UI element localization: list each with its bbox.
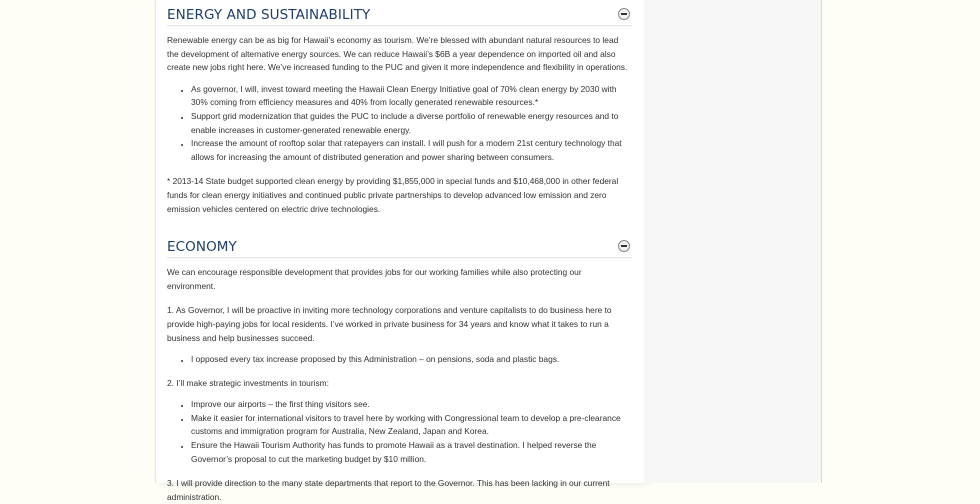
energy-collapse-button[interactable] xyxy=(618,8,630,20)
energy-section-title: ENERGY AND SUSTAINABILITY xyxy=(167,7,371,23)
minus-icon xyxy=(621,13,627,15)
list-item: • I opposed every tax increase proposed by this Administration – on pensions, soda and plastic bags. xyxy=(191,353,632,367)
economy-intro: We can encourage responsible development that provides jobs for our working families while also protecting our environment. xyxy=(167,267,582,291)
energy-section-header[interactable] xyxy=(167,0,632,26)
content-panel xyxy=(155,0,644,502)
list-item: • Support grid modernization that guides the PUC to include a diverse portfolio of renewable energy resources and to enable increases in customer-generated renewable energy. xyxy=(191,110,632,137)
energy-bullet-list xyxy=(167,83,632,165)
economy-section-title: ECONOMY xyxy=(167,239,237,256)
list-item: • Make it easier for international visitors to travel here by working with Congressional team to develop a pre-clearance customs and immigration program for Australia, New Zealand, Japan and Korea. xyxy=(191,412,632,439)
economy-point-2-list xyxy=(167,398,632,466)
list-item: • Ensure the Hawaii Tourism Authority has funds to promote Hawaii as a travel destination. I helped reverse the Governor’s proposal to cut the marketing budget by $10 million. xyxy=(191,439,632,466)
list-item: • As governor, I will, invest toward meeting the Hawaii Clean Energy Initiative goal of 70% clean energy by 2030 with 30% coming from efficiency measures and 40% from locally generated renewable resources.* xyxy=(191,83,632,110)
economy-collapse-button[interactable] xyxy=(618,240,630,252)
sidebar xyxy=(644,0,822,483)
list-item: • Improve our airports – the first thing visitors see. xyxy=(191,398,632,412)
economy-section-header[interactable] xyxy=(167,232,632,258)
list-item: • Increase the amount of rooftop solar that ratepayers can install. I will push for a modern 21st century technology that allows for increasing the amount of distributed generation and power sharing between consumers. xyxy=(191,137,632,164)
economy-point-3: 3. I will provide direction to the many state departments that report to the Governor. This has been lacking in our current administration. xyxy=(167,478,610,502)
minus-icon xyxy=(621,245,627,247)
energy-footnote: * 2013-14 State budget supported clean energy by providing $1,855,000 in special funds and $10,468,000 in other federal funds for clean energy initiatives and continued public private partnerships to develop advanced low emission and zero emission vehicles centered on electric drive technologies. xyxy=(167,176,619,214)
economy-point-2: 2. I’ll make strategic investments in tourism: xyxy=(167,377,329,388)
economy-point-1: 1. As Governor, I will be proactive in inviting more technology corporations and venture capitalists to do business here to provide high-paying jobs for local residents. I’ve worked in private business for 34 years and know what it takes to run a business and help businesses succeed. xyxy=(167,305,612,343)
energy-intro: Renewable energy can be as big for Hawaii’s economy as tourism. We’re blessed with abundant natural resources to lead the development of alternative energy sources. We can reduce Hawaii’s $6B a year dependence on imported oil and also create new jobs right here. We’ve increased funding to the PUC and given it more independence and flexibility in operations. xyxy=(167,35,628,73)
economy-point-1-list xyxy=(167,353,632,367)
